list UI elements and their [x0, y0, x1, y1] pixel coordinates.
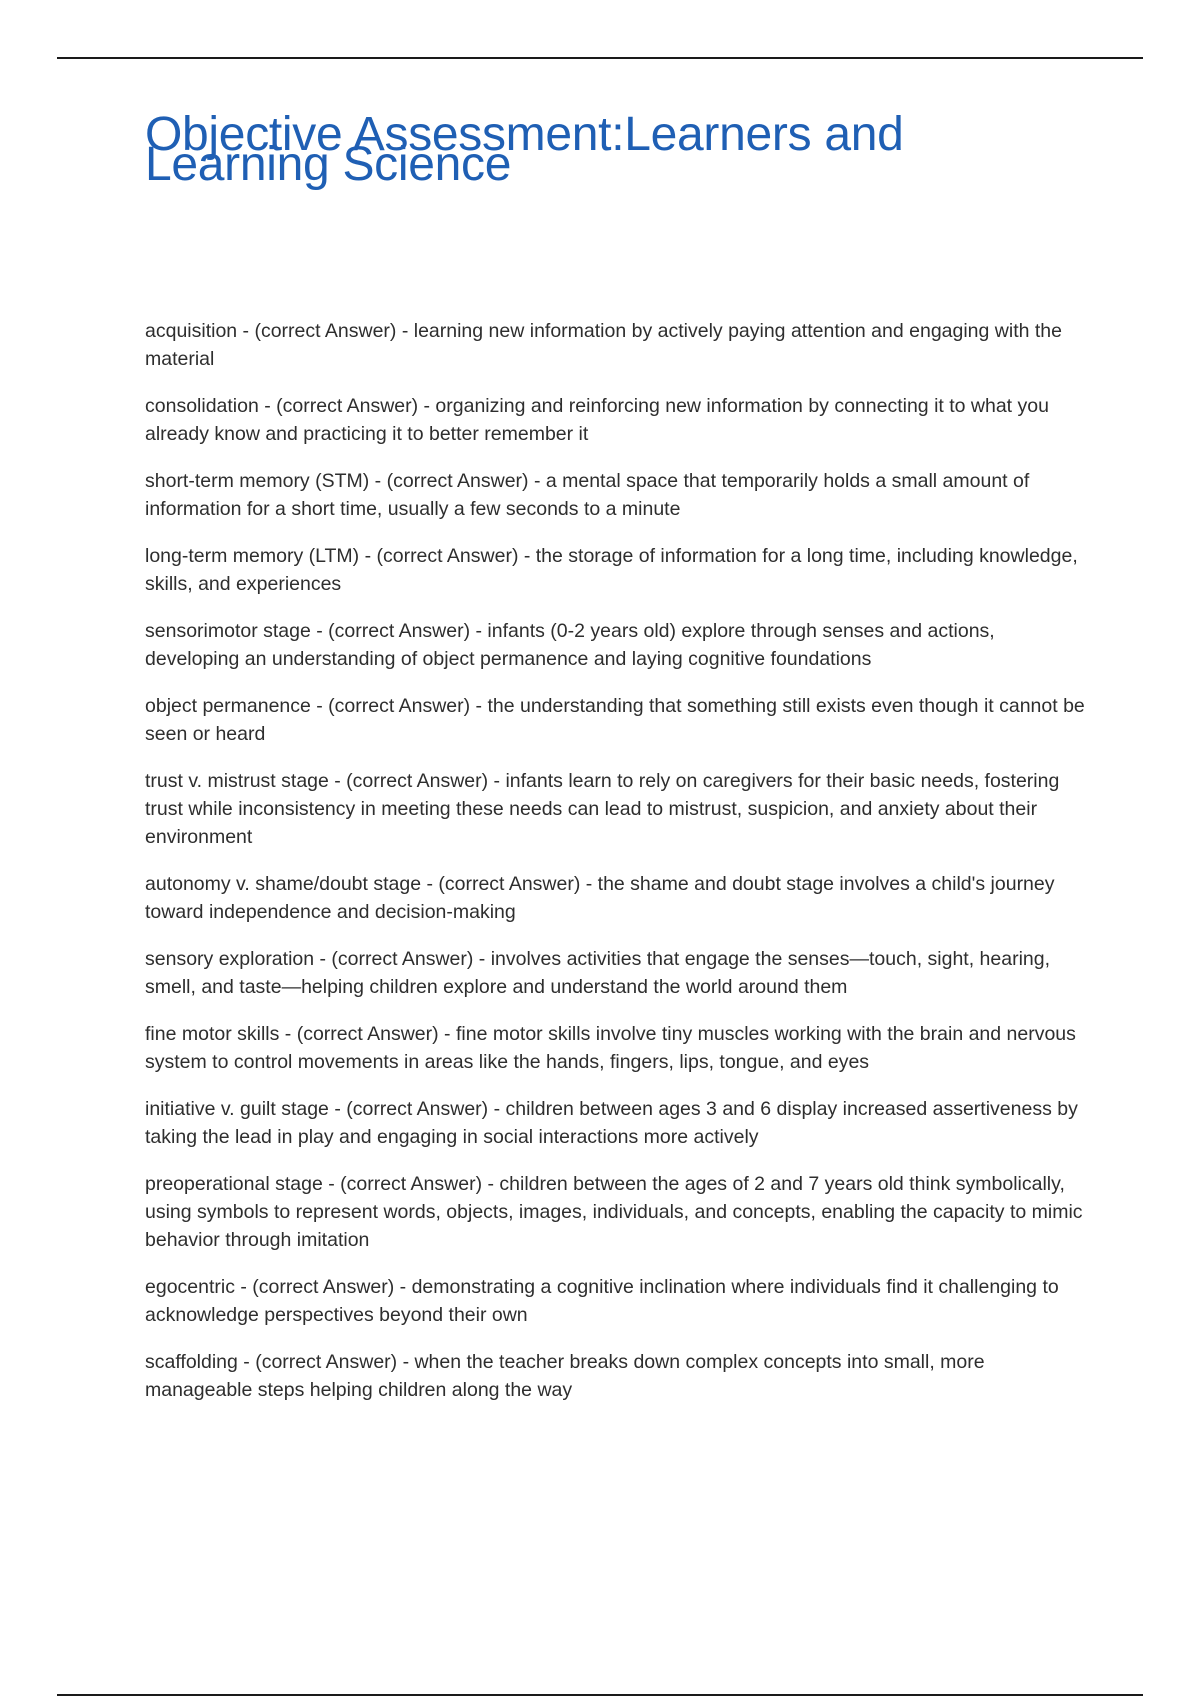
- term-entry-autonomy-v-shame-doubt: autonomy v. shame/doubt stage - (correct Answer) - the shame and doubt stage involves a child's journey toward independence and decision-making: [145, 873, 1055, 923]
- term-list: [145, 317, 1090, 1423]
- term-entry-consolidation: consolidation - (correct Answer) - organizing and reinforcing new information by connecting it to what you already know and practicing it to better remember it: [145, 395, 1049, 445]
- term-entry-trust-v-mistrust: trust v. mistrust stage - (correct Answer) - infants learn to rely on caregivers for their basic needs, fostering trust while inconsistency in meeting these needs can lead to mistrust, suspicion, and anxiety about their environment: [145, 770, 1060, 848]
- term-entry-object-permanence: object permanence - (correct Answer) - the understanding that something still exists even though it cannot be seen or heard: [145, 695, 1085, 745]
- term-entry-long-term-memory: long-term memory (LTM) - (correct Answer) - the storage of information for a long time, including knowledge, skills, and experiences: [145, 545, 1078, 595]
- term-entry-acquisition: acquisition - (correct Answer) - learning new information by actively paying attention and engaging with the material: [145, 320, 1062, 370]
- bottom-rule: [57, 1694, 1143, 1696]
- term-entry-preoperational-stage: preoperational stage - (correct Answer) - children between the ages of 2 and 7 years old think symbolically, using symbols to represent words, objects, images, individuals, and concepts, enabling the capacity to mimic behavior through imitation: [145, 1173, 1083, 1251]
- top-rule: [57, 57, 1143, 59]
- term-entry-egocentric: egocentric - (correct Answer) - demonstrating a cognitive inclination where individuals find it challenging to acknowledge perspectives beyond their own: [145, 1276, 1059, 1326]
- term-entry-sensory-exploration: sensory exploration - (correct Answer) - involves activities that engage the senses—touch, sight, hearing, smell, and taste—helping children explore and understand the world around them: [145, 948, 1051, 998]
- document-title: Objective Assessment:Learners and Learning Science: [145, 108, 904, 191]
- term-entry-scaffolding: scaffolding - (correct Answer) - when the teacher breaks down complex concepts into small, more manageable steps helping children along the way: [145, 1351, 985, 1401]
- term-entry-short-term-memory: short-term memory (STM) - (correct Answer) - a mental space that temporarily holds a small amount of information for a short time, usually a few seconds to a minute: [145, 470, 1030, 520]
- term-entry-fine-motor-skills: fine motor skills - (correct Answer) - fine motor skills involve tiny muscles working with the brain and nervous system to control movements in areas like the hands, fingers, lips, tongue, and eyes: [145, 1023, 1076, 1073]
- term-entry-sensorimotor-stage: sensorimotor stage - (correct Answer) - infants (0-2 years old) explore through senses and actions, developing an understanding of object permanence and laying cognitive foundations: [145, 620, 995, 670]
- term-entry-initiative-v-guilt: initiative v. guilt stage - (correct Answer) - children between ages 3 and 6 display increased assertiveness by taking the lead in play and engaging in social interactions more actively: [145, 1098, 1078, 1148]
